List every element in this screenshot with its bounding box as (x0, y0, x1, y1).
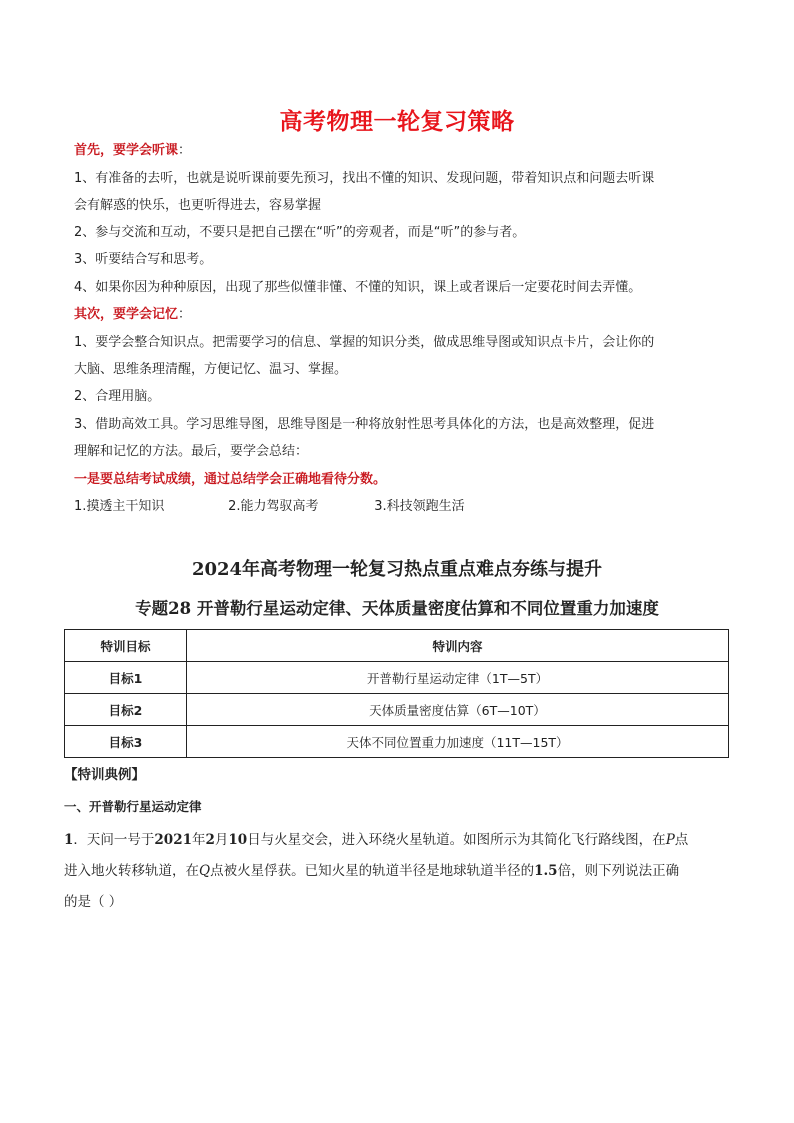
section2-item-1-cont: 大脑、思维条理清醒，方便记忆、温习、掌握。 (74, 362, 348, 377)
table-cell: 开普勒行星运动定律（1T—5T） (187, 662, 729, 694)
section2-item-2: 2、合理用脑。 (74, 389, 161, 404)
section2-heading-text: 其次，要学会记忆 (74, 307, 179, 322)
section1-item-4: 4、如果你因为种种原因，出现了那些似懂非懂、不懂的知识，课上或者课后一定要花时间去弄懂。 (74, 280, 642, 295)
table-cell: 目标2 (65, 694, 187, 726)
question-text: 日与火星交会，进入环绕火星轨道。如图所示为其简化飞行路线图，在 (247, 832, 666, 848)
table-row (65, 694, 729, 726)
section2-item-3: 3、借助高效工具。学习思维导图，思维导图是一种将放射性思考具体化的方法，也是高效整理，促进 (74, 417, 655, 432)
question-text: 月 (214, 832, 229, 848)
question-1-line-1 (64, 825, 744, 856)
subsection-heading: 一、开普勒行星运动定律 (64, 799, 202, 814)
section2-item-1: 1、要学会整合知识点。把需要学习的信息、掌握的知识分类，做成思维导图或知识点卡片，会让你的 (74, 335, 655, 350)
question-text: 点被火星俘获。已知火星的轨道半径是地球轨道半径的 (210, 863, 535, 879)
question-month: 2 (205, 832, 215, 848)
question-text: 倍，则下列说法正确 (557, 863, 680, 879)
table-row (65, 726, 729, 758)
question-text: 点 (674, 832, 689, 848)
point-p-label: P (665, 832, 675, 848)
question-1-line-3: 的是（ ） (64, 894, 123, 910)
summary-line: 一是要总结考试成绩，通过总结学会正确地看待分数。 (74, 472, 387, 487)
table-header-row (65, 630, 729, 662)
table-header-cell: 特训内容 (187, 630, 729, 662)
question-text: 进入地火转移轨道，在 (64, 863, 199, 879)
section1-heading-text: 首先，要学会听课 (74, 143, 179, 158)
table-cell: 目标1 (65, 662, 187, 694)
question-year: 2021 (154, 832, 192, 848)
training-targets-table (64, 629, 729, 758)
question-day: 10 (228, 832, 248, 848)
question-number: 1 (64, 832, 74, 848)
question-text: 年 (191, 832, 206, 848)
section1-item-2: 2、参与交流和互动，不要只是把自己摆在“听”的旁观者，而是“听”的参与者。 (74, 225, 526, 240)
question-ratio: 1.5 (534, 863, 558, 879)
key-point-2: 2.能力驾驭高考 (228, 499, 319, 514)
key-point-1: 1.摸透主干知识 (74, 499, 165, 514)
section1-item-3: 3、听要结合写和思考。 (74, 252, 213, 267)
question-1-line-2 (64, 856, 744, 887)
section1-item-1-cont: 会有解惑的快乐，也更听得进去，容易掌握 (74, 198, 322, 213)
table-cell: 天体质量密度估算（6T—10T） (187, 694, 729, 726)
key-points (74, 493, 734, 520)
table-cell: 天体不同位置重力加速度（11T—15T） (187, 726, 729, 758)
topic-title: 专题28 开普勒行星运动定律、天体质量密度估算和不同位置重力加速度 (135, 599, 659, 618)
section2-heading (74, 301, 734, 328)
table-header-cell: 特训目标 (65, 630, 187, 662)
key-point-3: 3.科技领跑生活 (374, 499, 465, 514)
question-text: ．天问一号于 (73, 832, 155, 848)
section1-item-1: 1、有准备的去听，也就是说听课前要先预习，找出不懂的知识、发现问题，带着知识点和问题去听课 (74, 171, 655, 186)
examples-heading: 【特训典例】 (64, 767, 145, 783)
point-q-label: Q (199, 863, 211, 879)
section2-heading-colon: ： (178, 307, 192, 322)
table-row (65, 662, 729, 694)
section2-item-3-cont: 理解和记忆的方法。最后，要学会总结： (74, 444, 309, 459)
section1-heading (74, 137, 734, 164)
main-title: 2024年高考物理一轮复习热点重点难点夯练与提升 (191, 559, 603, 580)
table-cell: 目标3 (65, 726, 187, 758)
page-title: 高考物理一轮复习策略 (279, 109, 515, 135)
section1-heading-colon: ： (178, 143, 192, 158)
